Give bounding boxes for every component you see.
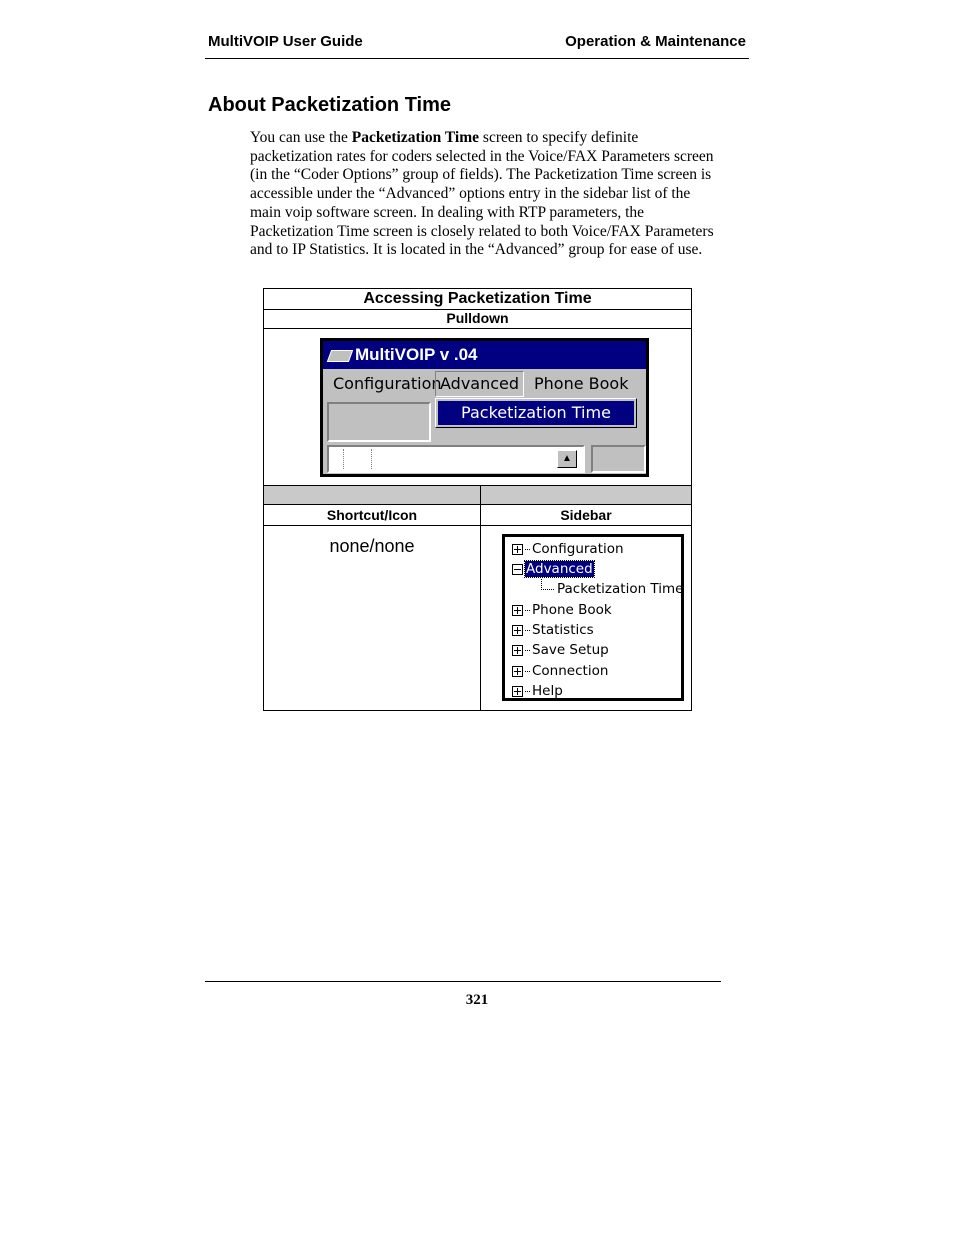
expand-plus-icon[interactable]	[512, 686, 523, 697]
col-header-shortcut: Shortcut/Icon	[326, 507, 418, 523]
menu-screenshot	[320, 338, 649, 477]
dotted-divider	[371, 449, 372, 469]
body-intro: You can use the	[250, 129, 352, 146]
sunken-panel	[327, 402, 431, 442]
expand-plus-icon[interactable]	[512, 645, 523, 656]
tree-item-save-setup[interactable]: Save Setup	[512, 640, 609, 660]
tree-item-phone-book[interactable]: Phone Book	[512, 600, 612, 620]
menu-advanced[interactable]: Advanced	[435, 371, 524, 397]
table-values-row	[264, 526, 691, 710]
tree-item-configuration[interactable]: Configuration	[512, 539, 624, 559]
header-rule	[205, 58, 749, 59]
sidebar-tree-screenshot	[502, 534, 684, 701]
shortcut-value: none/none	[329, 536, 415, 556]
app-icon	[327, 350, 353, 362]
tree-item-advanced[interactable]: Advanced	[512, 559, 594, 579]
pulldown-screenshot-cell	[264, 329, 691, 486]
expand-plus-icon[interactable]	[512, 544, 523, 555]
window-title-bar	[323, 341, 646, 369]
table-column-headers	[264, 505, 691, 526]
expand-plus-icon[interactable]	[512, 625, 523, 636]
tree-item-connection[interactable]: Connection	[512, 661, 608, 681]
menu-configuration[interactable]: Configuration	[333, 374, 442, 393]
window-title: MultiVOIP v .04	[355, 345, 478, 364]
scroll-up-arrow-icon[interactable]: ▲	[557, 450, 577, 468]
collapse-minus-icon[interactable]	[512, 564, 523, 575]
expand-plus-icon[interactable]	[512, 666, 523, 677]
body-rest: screen to specify definite packetization rates for coders selected in the Voice/FAX Parameters screen (in the “Coder Options” group of fields). The Packetization Time screen is accessible under the “Advanced” options entry in the sidebar list of the main voip software screen. In dealing with RTP parameters, the Packetization Time screen is closely related to both Voice/FAX Parameters and to IP Statistics. It is located in the “Advanced” group for ease of use.	[250, 129, 714, 259]
access-table	[263, 288, 692, 711]
menu-bar	[323, 371, 646, 397]
running-header-title: MultiVOIP User Guide	[208, 33, 363, 50]
running-header-section: Operation & Maintenance	[565, 33, 746, 50]
body-bold-term: Packetization Time	[351, 129, 480, 146]
menu-phone-book[interactable]: Phone Book	[534, 374, 629, 393]
advanced-dropdown	[435, 398, 637, 428]
body-paragraph	[250, 129, 724, 260]
col-header-sidebar: Sidebar	[560, 507, 612, 523]
section-title: About Packetization Time	[208, 94, 452, 116]
dotted-divider	[343, 449, 344, 469]
footer-rule	[205, 981, 721, 982]
expand-plus-icon[interactable]	[512, 605, 523, 616]
table-title: Accessing Packetization Time	[264, 289, 691, 310]
page-number: 321	[465, 992, 489, 1008]
dropdown-item-packetization-time[interactable]: Packetization Time	[438, 401, 634, 425]
tree-item-packetization-time[interactable]: Packetization Time	[541, 579, 683, 599]
table-gray-row	[264, 486, 691, 505]
table-pulldown-label: Pulldown	[264, 310, 691, 329]
bottom-list-field	[327, 445, 585, 473]
tree-item-help[interactable]: Help	[512, 681, 563, 701]
tree-item-statistics[interactable]: Statistics	[512, 620, 594, 640]
status-box	[591, 445, 646, 473]
